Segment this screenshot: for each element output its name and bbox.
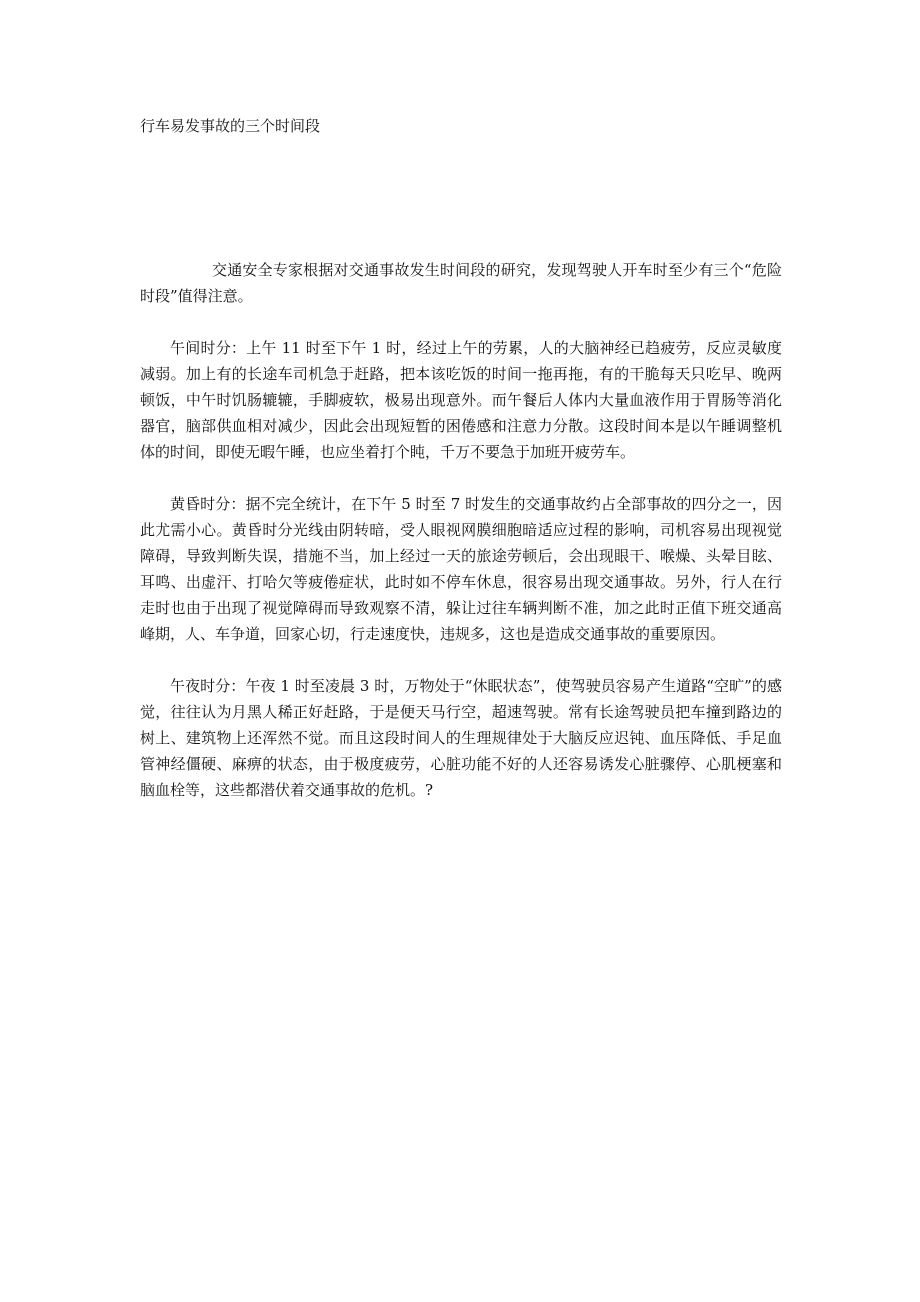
paragraph-dusk: 黄昏时分：据不完全统计，在下午 5 时至 7 时发生的交通事故约占全部事故的四分之一，因此尤需小心。黄昏时分光线由阴转暗，受人眼视网膜细胞暗适应过程的影响，司机容易出现视觉障碍，导致判断失误，措施不当，加上经过一天的旅途劳顿后，会出现眼干、喉燥、头晕目眩、耳鸣、出虚汗、打哈欠等疲倦症状，此时如不停车休息，很容易出现交通事故。另外，行人在行走时也由于出现了视觉障碍而导致观察不清，躲让过往车辆判断不准，加之此时正值下班交通高峰期，人、车争道，回家心切，行走速度快，违规多，这也是造成交通事故的重要原因。	[140, 495, 782, 643]
paragraph-intro: 交通安全专家根据对交通事故发生时间段的研究，发现驾驶人开车时至少有三个“危险时段”值得注意。	[140, 261, 782, 305]
document-body	[140, 257, 782, 829]
document-title: 行车易发事故的三个时间段	[140, 117, 321, 135]
paragraph-noon: 午间时分：上午 11 时至下午 1 时，经过上午的劳累，人的大脑神经已趋疲劳，反应灵敏度减弱。加上有的长途车司机急于赶路，把本该吃饭的时间一拖再拖，有的干脆每天只吃早、晚两顿饭，中午时饥肠辘辘，手脚疲软，极易出现意外。而午餐后人体内大量血液作用于胃肠等消化器官，脑部供血相对减少，因此会出现短暂的困倦感和注意力分散。这段时间本是以午睡调整机体的时间，即使无暇午睡，也应坐着打个盹，千万不要急于加班开疲劳车。	[140, 339, 782, 461]
paragraph-midnight: 午夜时分：午夜 1 时至凌晨 3 时，万物处于“休眠状态”，使驾驶员容易产生道路“空旷”的感觉，往往认为月黑人稀正好赶路，于是便天马行空，超速驾驶。常有长途驾驶员把车撞到路边的树上、建筑物上还浑然不觉。而且这段时间人的生理规律处于大脑反应迟钝、血压降低、手足血管神经僵硬、麻痹的状态，由于极度疲劳，心脏功能不好的人还容易诱发心脏骤停、心肌梗塞和脑血栓等，这些都潜伏着交通事故的危机。?	[140, 677, 782, 799]
